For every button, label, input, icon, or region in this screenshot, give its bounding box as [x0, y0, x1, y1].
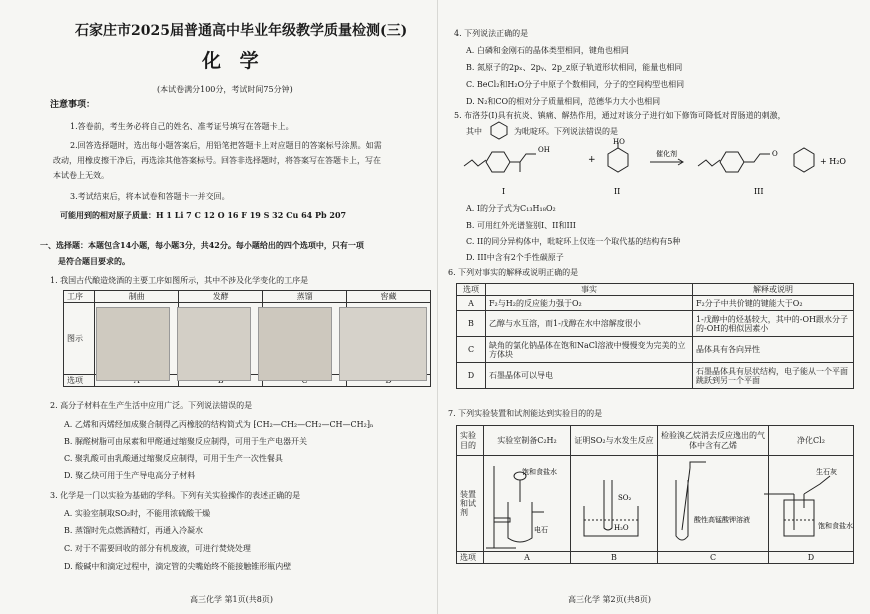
pyridine-ring-icon [488, 120, 510, 140]
q5-reaction-scheme [458, 140, 858, 202]
q6-row-c-option: C [457, 337, 486, 363]
q5-catalyst-label: 催化剂 [656, 150, 677, 158]
q4-option-c: C. BeCl₂和H₂O分子中原子个数相同，分子的空间构型也相同 [466, 80, 685, 89]
subject-title: 化 学 [202, 50, 265, 72]
q1-process-d: 窖藏 [347, 291, 431, 303]
q2-option-a: A. 乙烯和丙烯经加成聚合制得乙丙橡胶的结构简式为 ⁅CH₂—CH₂—CH₂—CH—CH₂⁆ₙ [64, 420, 374, 429]
question-1: 1. 我国古代酿造烧酒的主要工序如图所示，其中不涉及化学变化的工序是 [50, 276, 309, 285]
q6-row-a-explanation: F₂分子中共价键的键能大于O₂ [693, 296, 854, 311]
q3-option-b: B. 蒸馏时先点燃酒精灯，再通入冷凝水 [64, 526, 203, 535]
q6-header-fact: 事实 [486, 284, 693, 296]
q5-byproduct: + H₂O [820, 157, 846, 166]
q7-apparatus-d [764, 464, 856, 552]
q7-apparatus-c [660, 460, 760, 552]
q5-label-II: II [614, 187, 621, 196]
question-5c: 为吡啶环。下列说法错误的是 [514, 127, 618, 136]
question-6: 6. 下列对事实的解释或说明正确的是 [448, 268, 579, 277]
q1-image-making-starter [96, 307, 170, 381]
q7-label-brine: 饱和食盐水 [522, 468, 557, 476]
q2-option-d: D. 聚乙炔可用于生产导电高分子材料 [64, 471, 196, 480]
q6-row-d-fact: 石墨晶体可以导电 [486, 363, 693, 389]
q1-row-label-option: 选项 [64, 375, 95, 387]
q1-image-fermentation [177, 307, 251, 381]
page-footer-right: 高三化学 第2页(共8页) [568, 595, 651, 604]
question-5b: 其中 [466, 127, 482, 136]
svg-text:O: O [772, 150, 778, 158]
q7-row-label-setup: 装置和试剂 [457, 456, 484, 552]
q7-label-quicklime: 生石灰 [816, 468, 837, 476]
q6-row-c-fact: 缺角的氯化钠晶体在饱和NaCl溶液中慢慢变为完美的立方体块 [486, 337, 693, 363]
q5-option-a: A. I的分子式为C₁₃H₁₈O₂ [466, 204, 556, 213]
notice-2a: 2.回答选择题时，选出每小题答案后，用铅笔把答题卡上对应题目的答案标号涂黑。如需 [70, 141, 382, 150]
question-4: 4. 下列说法正确的是 [454, 29, 529, 38]
notice-1: 1.答卷前，考生务必将自己的姓名、准考证号填写在答题卡上。 [70, 122, 294, 131]
q3-option-d: D. 酸碱中和滴定过程中，滴定管的尖嘴始终不能接触锥形瓶内壁 [64, 562, 292, 571]
q7-purpose-d: 净化Cl₂ [769, 426, 854, 456]
q1-row-label-process: 工序 [64, 291, 95, 303]
atomic-masses: 可能用到的相对原子质量：H 1 Li 7 C 12 O 16 F 19 S 32 Cu 64 Pb 207 [60, 210, 347, 220]
q6-header-explanation: 解释或说明 [693, 284, 854, 296]
q4-option-a: A. 白磷和金刚石的晶体类型相同，键角也相同 [466, 46, 629, 55]
q5-option-b: B. 可用红外光谱鉴别I、II和III [466, 221, 576, 230]
q1-process-a: 制曲 [95, 291, 179, 303]
page-footer-left: 高三化学 第1页(共8页) [190, 595, 273, 604]
q5-option-c: C. II的同分异构体中，吡啶环上仅连一个取代基的结构有5种 [466, 237, 681, 246]
notice-3: 3.考试结束后，将本试卷和答题卡一并交回。 [70, 192, 230, 201]
notice-2c: 本试卷上无效。 [53, 171, 109, 180]
score-info: (本试卷满分100分，考试时间75分钟) [157, 85, 293, 94]
q6-row-b-explanation: 1-戊醇中的烃基较大，其中的-OH跟水分子的-OH的相似因素小 [693, 311, 854, 337]
right-page [437, 0, 870, 614]
q6-row-a-option: A [457, 296, 486, 311]
q7-option-b: B [571, 552, 658, 564]
q7-row-label-option: 选项 [457, 552, 484, 564]
q1-image-distillation [258, 307, 332, 381]
q6-table [456, 283, 854, 389]
q5-option-d: D. III中含有2个手性碳原子 [466, 253, 564, 262]
q7-purpose-b: 证明SO₂与水发生反应 [571, 426, 658, 456]
q6-row-c-explanation: 晶体具有各向异性 [693, 337, 854, 363]
q4-option-b: B. 氮原子的2pₓ、2pᵧ、2p_z原子轨道形状相同，能量也相同 [466, 63, 683, 72]
q7-apparatus-a [486, 462, 566, 552]
q2-option-b: B. 脲醛树脂可由尿素和甲醛通过缩聚反应制得，可用于生产电器开关 [64, 437, 307, 446]
svg-text:+: + [588, 155, 596, 165]
q7-label-kmno4: 酸性高锰酸钾溶液 [694, 516, 750, 524]
q7-apparatus-b [578, 470, 654, 550]
section-1-heading-b: 是符合题目要求的。 [58, 256, 130, 266]
q6-row-b-fact: 乙醇与水互溶，而1-戊醇在水中溶解度很小 [486, 311, 693, 337]
q7-label-so2: SO₂ [618, 494, 632, 502]
q7-purpose-c: 检验溴乙烷消去反应逸出的气体中含有乙烯 [658, 426, 769, 456]
q7-option-d: D [769, 552, 854, 564]
notice-2b: 改动，用橡皮擦干净后，再选涂其他答案标号。回答非选择题时，将答案写在答题卡上，写在 [53, 156, 381, 165]
q1-image-cellar-storage [339, 307, 427, 381]
q6-row-a-fact: F₂与H₂的反应能力强于O₂ [486, 296, 693, 311]
q2-option-c: C. 聚乳酸可由乳酸通过缩聚反应制得，可用于生产一次性餐具 [64, 454, 283, 463]
q4-option-d: D. N₂和CO的相对分子质量相同，范德华力大小也相同 [466, 97, 661, 106]
q3-option-a: A. 实验室制取SO₂时，不能用浓硫酸干燥 [64, 509, 211, 518]
q1-process-b: 发酵 [179, 291, 263, 303]
q5-label-I: I [502, 187, 506, 196]
q7-purpose-a: 实验室制备C₂H₂ [484, 426, 571, 456]
q7-option-a: A [484, 552, 571, 564]
q1-process-c: 蒸馏 [263, 291, 347, 303]
q7-label-salt-water: 饱和食盐水 [818, 522, 853, 530]
q7-row-label-purpose: 实验目的 [457, 426, 484, 456]
q6-row-d-explanation: 石墨晶体具有层状结构，电子能从一个平面跳跃到另一个平面 [693, 363, 854, 389]
question-7: 7. 下列实验装置和试剂能达到实验目的的是 [448, 409, 603, 418]
question-5a: 5. 布洛芬(I)具有抗炎、镇痛、解热作用，通过对该分子进行如下修饰可降低对胃肠道的刺激， [454, 111, 786, 120]
q6-row-d-option: D [457, 363, 486, 389]
q1-row-label-figure: 图示 [64, 303, 95, 375]
question-3: 3. 化学是一门以实验为基础的学科。下列有关实验操作的表述正确的是 [50, 491, 301, 500]
q6-header-option: 选项 [457, 284, 486, 296]
q3-option-c: C. 对于不需要回收的部分有机废液，可进行焚烧处理 [64, 544, 251, 553]
svg-text:HO: HO [613, 138, 625, 146]
q7-label-h2o: H₂O [614, 524, 629, 532]
notice-heading: 注意事项： [50, 100, 96, 110]
q6-row-b-option: B [457, 311, 486, 337]
svg-text:OH: OH [538, 146, 550, 154]
question-2: 2. 高分子材料在生产生活中应用广泛。下列说法错误的是 [50, 401, 253, 410]
exam-title: 石家庄市2025届普通高中毕业年级教学质量检测(三) [75, 23, 408, 39]
section-1-heading-a: 一、选择题：本题包含14小题，每小题3分，共42分。每小题给出的四个选项中，只有一项 [40, 240, 364, 250]
q5-label-III: III [754, 187, 764, 196]
q7-label-carbide: 电石 [534, 526, 548, 534]
q7-option-c: C [658, 552, 769, 564]
